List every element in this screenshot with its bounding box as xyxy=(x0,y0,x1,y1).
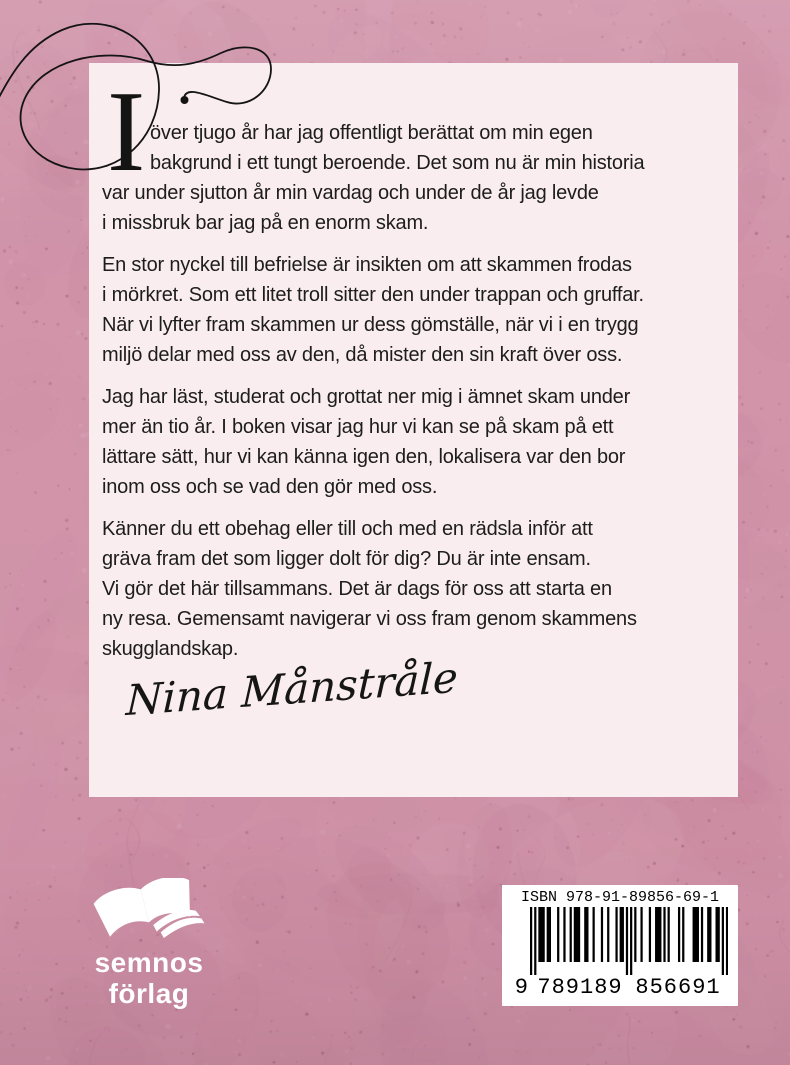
ean-digits-right: 856691 xyxy=(635,975,721,1000)
blurb-paragraph-2 xyxy=(102,250,710,370)
ean-digit-system: 9 xyxy=(514,975,528,1000)
blurb-line: i mörkret. Som ett litet troll sitter den under trappan och gruffar. xyxy=(102,284,644,306)
blurb-paragraph-3 xyxy=(102,382,710,502)
blurb-line: bakgrund i ett tungt beroende. Det som nu är min historia xyxy=(150,152,645,174)
blurb-line: över tjugo år har jag offentligt berättat om min egen xyxy=(150,122,593,144)
blurb-line: skugglandskap. xyxy=(102,638,239,660)
publisher-name: semnos xyxy=(94,947,204,978)
author-signature: Nina Månstråle xyxy=(125,652,459,726)
blurb-line: miljö delar med oss av den, då mister den sin kraft över oss. xyxy=(102,344,623,366)
blurb-line: Jag har läst, studerat och grottat ner mig i ämnet skam under xyxy=(102,386,631,408)
blurb-line: Känner du ett obehag eller till och med en rädsla inför att xyxy=(102,518,593,540)
blurb-line: var under sjutton år min vardag och under de år jag levde xyxy=(102,182,599,204)
blurb-line: gräva fram det som ligger dolt för dig? Du är inte ensam. xyxy=(102,548,591,570)
blurb-line: i missbruk bar jag på en enorm skam. xyxy=(102,212,429,234)
blurb-line: mer än tio år. I boken visar jag hur vi kan se på skam på ett xyxy=(102,416,614,438)
isbn-barcode xyxy=(502,885,738,1006)
blurb-line: En stor nyckel till befrielse är insikten om att skammen frodas xyxy=(102,254,632,276)
publisher-type: förlag xyxy=(108,978,190,1009)
drop-cap: I xyxy=(107,68,146,195)
open-book-icon xyxy=(88,878,210,946)
blurb-line: ny resa. Gemensamt navigerar vi oss fram genom skammens xyxy=(102,608,637,630)
isbn-label: ISBN 978-91-89856-69-1 xyxy=(520,889,720,906)
blurb-line: När vi lyfter fram skammen ur dess gömställe, när vi i en trygg xyxy=(102,314,639,336)
ean13-bars xyxy=(530,907,728,975)
ean-digits-left: 789189 xyxy=(537,975,623,1000)
blurb-line: inom oss och se vad den gör med oss. xyxy=(102,476,438,498)
blurb-line: lättare sätt, hur vi kan känna igen den, lokalisera var den bor xyxy=(102,446,626,468)
blurb-line: Vi gör det här tillsammans. Det är dags för oss att starta en xyxy=(102,578,612,600)
publisher-logo xyxy=(58,878,240,1009)
infinity-flourish-icon xyxy=(0,0,300,200)
